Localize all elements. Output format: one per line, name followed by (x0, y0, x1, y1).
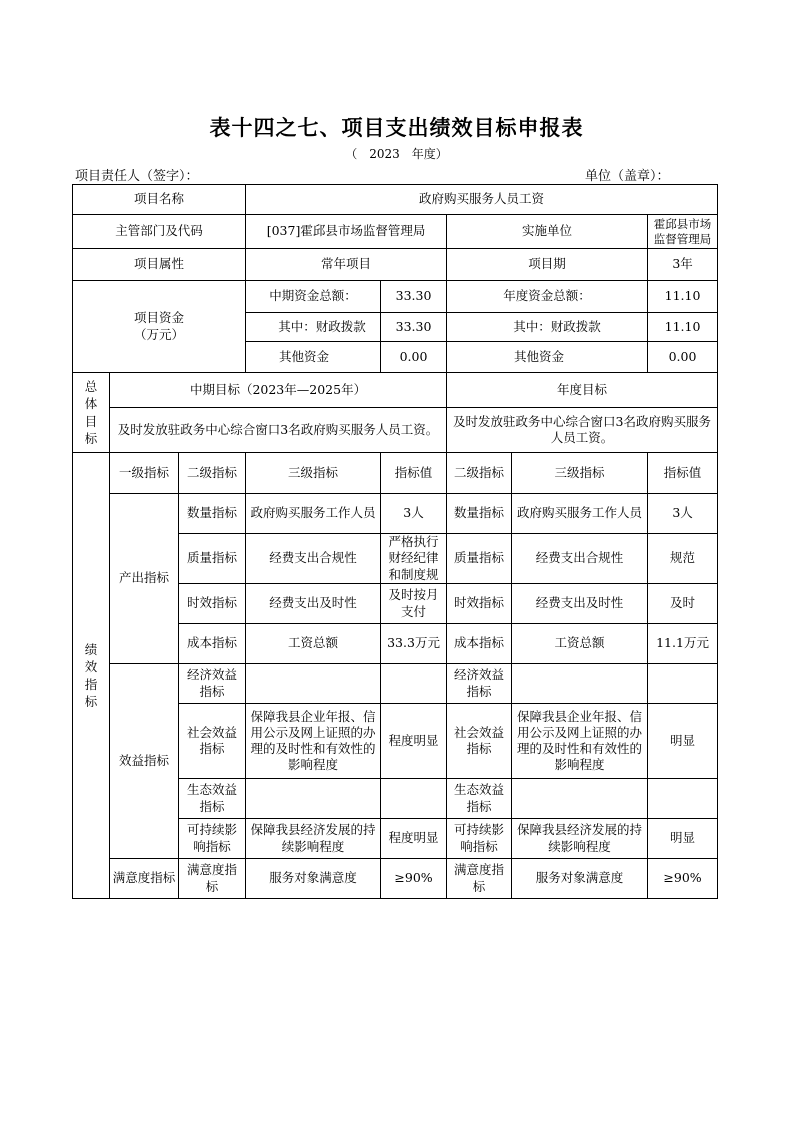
mid-goal-text: 及时发放驻政务中心综合窗口3名政府购买服务人员工资。 (110, 408, 447, 453)
row-y3: 服务对象满意度 (512, 859, 648, 899)
table-row (73, 664, 718, 704)
row-y2: 数量指标 (447, 494, 512, 534)
project-name-label: 项目名称 (73, 185, 246, 215)
mid-total-label: 中期资金总额： (246, 281, 381, 313)
performance-indicators-text: 绩效指标 (84, 641, 98, 709)
year-fiscal-label: 其中：财政拨款 (447, 313, 648, 342)
year-label: 年度） (411, 147, 448, 161)
row-l2: 经济效益指标 (179, 664, 246, 704)
header-value-year: 指标值 (648, 453, 718, 494)
row-y2: 生态效益指标 (447, 779, 512, 819)
header-value-mid: 指标值 (381, 453, 447, 494)
impl-unit-label: 实施单位 (447, 215, 648, 249)
mid-total-value: 33.30 (381, 281, 447, 313)
table-row (73, 185, 718, 215)
table-row (73, 408, 718, 453)
row-mv: 严格执行财经纪律和制度规 (381, 534, 447, 584)
table-row (73, 215, 718, 249)
year-total-value: 11.10 (648, 281, 718, 313)
output-indicator-label: 产出指标 (110, 494, 179, 664)
row-y2: 经济效益指标 (447, 664, 512, 704)
project-funds-label (73, 281, 246, 373)
row-m3: 经费支出及时性 (246, 584, 381, 624)
year-value: 2023 (369, 147, 400, 161)
row-yv: 明显 (648, 819, 718, 859)
row-y3 (512, 779, 648, 819)
project-period-label: 项目期 (447, 249, 648, 281)
header-level1: 一级指标 (110, 453, 179, 494)
row-yv: 及时 (648, 584, 718, 624)
dept-label: 主管部门及代码 (73, 215, 246, 249)
form-year (0, 145, 793, 162)
row-y3: 经费支出合规性 (512, 534, 648, 584)
mid-fiscal-label: 其中：财政拨款 (246, 313, 381, 342)
header-level2-year: 二级指标 (447, 453, 512, 494)
row-l2: 社会效益指标 (179, 704, 246, 779)
overall-goals-text: 总体目标 (84, 378, 98, 446)
performance-target-table (72, 184, 718, 899)
row-yv (648, 779, 718, 819)
row-mv: 33.3万元 (381, 624, 447, 664)
project-attr-value: 常年项目 (246, 249, 447, 281)
row-y3: 工资总额 (512, 624, 648, 664)
row-mv (381, 779, 447, 819)
mid-other-label: 其他资金 (246, 342, 381, 373)
table-row (73, 373, 718, 408)
year-fiscal-value: 11.10 (648, 313, 718, 342)
year-other-value: 0.00 (648, 342, 718, 373)
mid-goal-header: 中期目标（2023年—2025年） (110, 373, 447, 408)
mid-fiscal-value: 33.30 (381, 313, 447, 342)
row-mv: 3人 (381, 494, 447, 534)
year-goal-text: 及时发放驻政务中心综合窗口3名政府购买服务人员工资。 (447, 408, 718, 453)
mid-other-value: 0.00 (381, 342, 447, 373)
row-y3: 经费支出及时性 (512, 584, 648, 624)
header-level3-mid: 三级指标 (246, 453, 381, 494)
row-y2: 时效指标 (447, 584, 512, 624)
unit-seal-label: 单位（盖章）： (585, 169, 670, 184)
year-open-paren: （ (345, 147, 358, 161)
row-l2: 生态效益指标 (179, 779, 246, 819)
row-l2: 数量指标 (179, 494, 246, 534)
row-l2: 满意度指标 (179, 859, 246, 899)
row-mv: 程度明显 (381, 819, 447, 859)
table-row (73, 859, 718, 899)
funds-label-line1: 项目资金 (134, 310, 185, 326)
row-l2: 可持续影响指标 (179, 819, 246, 859)
row-yv: 规范 (648, 534, 718, 584)
row-m3: 服务对象满意度 (246, 859, 381, 899)
row-y3: 政府购买服务工作人员 (512, 494, 648, 534)
responsible-person-label: 项目责任人（签字）： (75, 169, 199, 184)
row-m3 (246, 779, 381, 819)
row-m3: 保障我县企业年报、信用公示及网上证照的办理的及时性和有效性的影响程度 (246, 704, 381, 779)
row-m3: 经费支出合规性 (246, 534, 381, 584)
row-l2: 成本指标 (179, 624, 246, 664)
header-level2-mid: 二级指标 (179, 453, 246, 494)
row-mv: 及时按月支付 (381, 584, 447, 624)
row-yv (648, 664, 718, 704)
project-attr-label: 项目属性 (73, 249, 246, 281)
table-row (73, 249, 718, 281)
row-y3: 保障我县企业年报、信用公示及网上证照的办理的及时性和有效性的影响程度 (512, 704, 648, 779)
row-m3 (246, 664, 381, 704)
row-yv: 11.1万元 (648, 624, 718, 664)
row-l2: 时效指标 (179, 584, 246, 624)
overall-goals-label (73, 373, 110, 453)
benefit-indicator-label: 效益指标 (110, 664, 179, 859)
impl-unit-value: 霍邱县市场监督管理局 (648, 215, 718, 249)
project-period-value: 3年 (648, 249, 718, 281)
row-l2: 质量指标 (179, 534, 246, 584)
row-yv: 3人 (648, 494, 718, 534)
form-title: 表十四之七、项目支出绩效目标申报表 (209, 115, 584, 140)
performance-indicators-label (73, 453, 110, 899)
row-y2: 质量指标 (447, 534, 512, 584)
row-y2: 成本指标 (447, 624, 512, 664)
year-goal-header: 年度目标 (447, 373, 718, 408)
header-level3-year: 三级指标 (512, 453, 648, 494)
row-m3: 保障我县经济发展的持续影响程度 (246, 819, 381, 859)
row-mv: 程度明显 (381, 704, 447, 779)
dept-value: [037]霍邱县市场监督管理局 (246, 215, 447, 249)
table-row (73, 281, 718, 313)
table-row (73, 453, 718, 494)
satisfaction-indicator-label: 满意度指标 (110, 859, 179, 899)
row-m3: 政府购买服务工作人员 (246, 494, 381, 534)
year-total-label: 年度资金总额： (447, 281, 648, 313)
funds-label-line2: （万元） (134, 326, 185, 342)
row-y2: 满意度指标 (447, 859, 512, 899)
row-m3: 工资总额 (246, 624, 381, 664)
year-other-label: 其他资金 (447, 342, 648, 373)
row-mv: ≥90% (381, 859, 447, 899)
row-y3: 保障我县经济发展的持续影响程度 (512, 819, 648, 859)
row-y2: 社会效益指标 (447, 704, 512, 779)
row-y3 (512, 664, 648, 704)
row-mv (381, 664, 447, 704)
row-y2: 可持续影响指标 (447, 819, 512, 859)
table-row (73, 494, 718, 534)
row-yv: 明显 (648, 704, 718, 779)
row-yv: ≥90% (648, 859, 718, 899)
project-name-value: 政府购买服务人员工资 (246, 185, 718, 215)
